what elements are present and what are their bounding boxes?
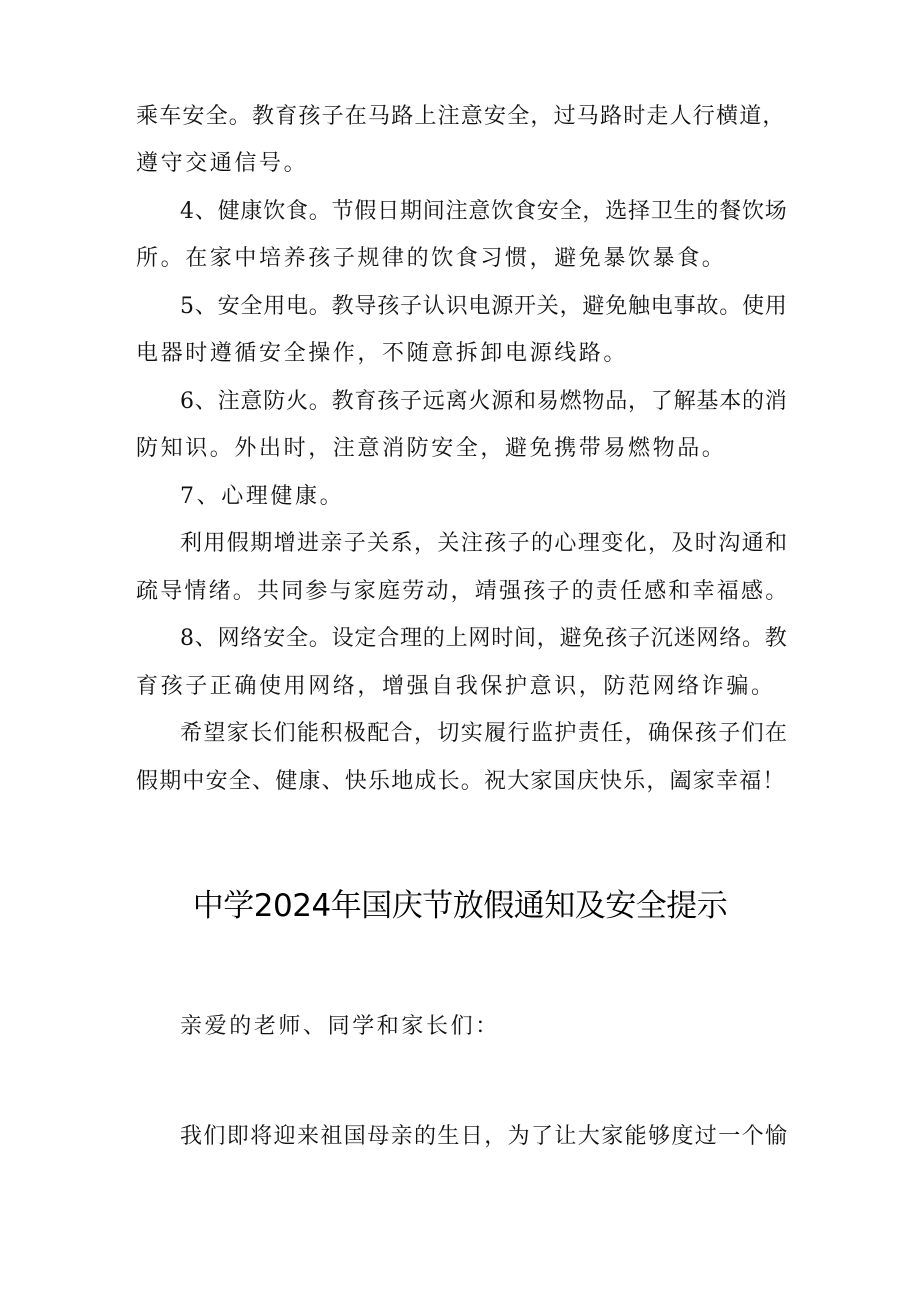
- salutation: 亲爱的老师、同学和家长们：: [180, 1014, 500, 1039]
- body-text-line: 乘车安全。教育孩子在马路上注意安全，过马路时走人行横道，: [136, 104, 786, 129]
- list-item-6-line: 6、注意防火。教育孩子远离火源和易燃物品，了解基本的消: [180, 389, 788, 414]
- closing-text-line: 假期中安全、健康、快乐地成长。祝大家国庆快乐，阖家幸福！: [136, 769, 786, 794]
- closing-text-line: 希望家长们能积极配合，切实履行监护责任，确保孩子们在: [180, 721, 789, 746]
- body-text-line: 利用假期增进亲子关系，关注孩子的心理变化，及时沟通和: [180, 531, 789, 556]
- list-item-6-line: 防知识。外出时，注意消防安全，避免携带易燃物品。: [136, 436, 727, 461]
- body-text-line: 遵守交通信号。: [136, 151, 309, 176]
- list-item-4-line: 4、健康饮食。节假日期间注意饮食安全，选择卫生的餐饮场: [180, 199, 788, 224]
- list-item-5-line: 电器时遵循安全操作，不随意拆卸电源线路。: [136, 341, 629, 366]
- intro-text-line: 我们即将迎来祖国母亲的生日，为了让大家能够度过一个愉: [180, 1124, 789, 1149]
- list-item-8-line: 8、网络安全。设定合理的上网时间，避免孩子沉迷网络。教: [180, 626, 788, 651]
- body-text-line: 疏导情绪。共同参与家庭劳动，靖强孩子的责任感和幸福感。: [136, 579, 790, 604]
- section-title: 中学2024年国庆节放假通知及安全提示: [192, 888, 728, 924]
- list-item-4-line: 所。在家中培养孩子规律的饮食习惯，避免暴饮暴食。: [136, 246, 727, 271]
- list-item-8-line: 育孩子正确使用网络，增强自我保护意识，防范网络诈骗。: [136, 674, 776, 699]
- list-item-7-line: 7、心理健康。: [180, 484, 345, 509]
- list-item-5-line: 5、安全用电。教导孩子认识电源开关，避免触电事故。使用: [180, 294, 788, 319]
